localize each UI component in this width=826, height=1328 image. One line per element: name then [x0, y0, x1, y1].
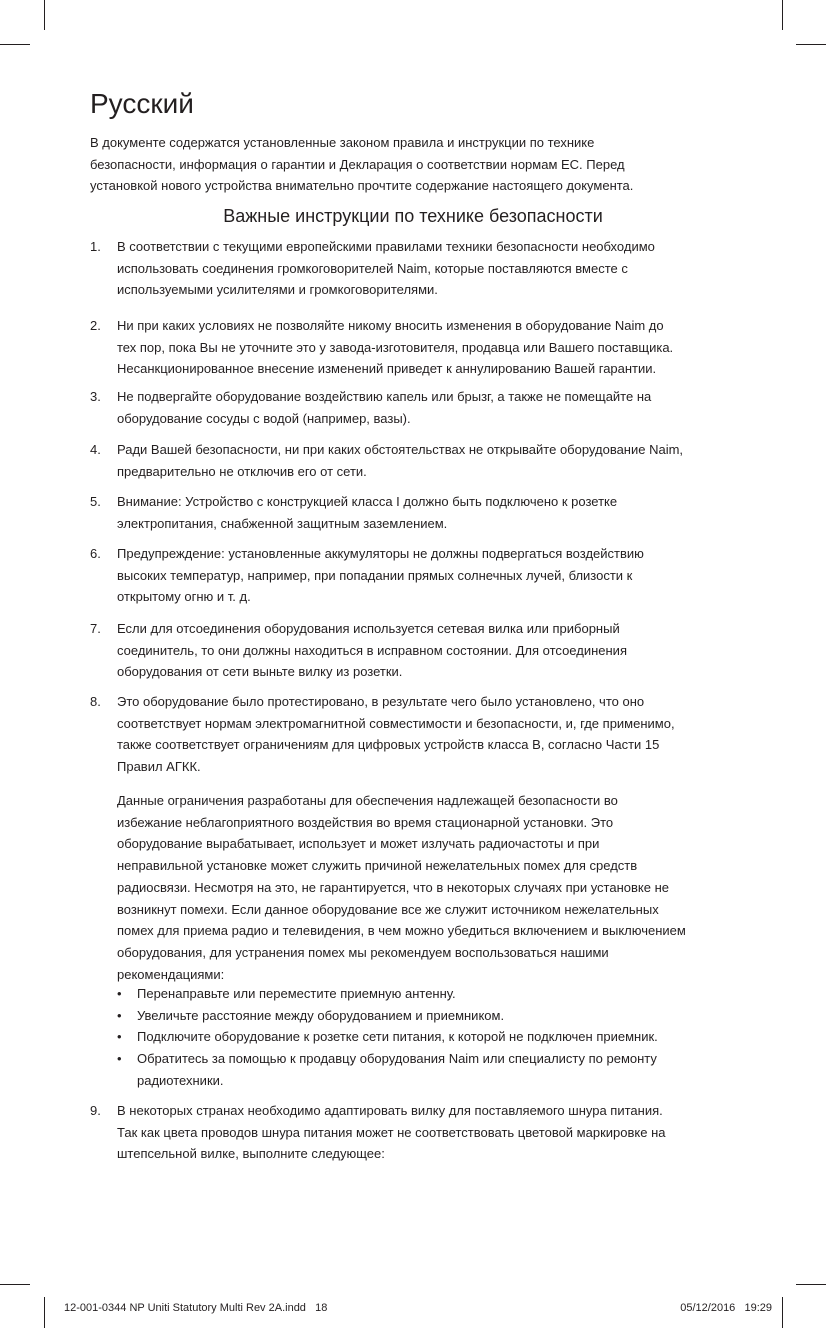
- text-line: Увеличьте расстояние между оборудованием и приемником.: [137, 1008, 505, 1023]
- item-text: [117, 386, 651, 429]
- text-line: Подключите оборудование к розетке сети питания, к которой не подключен приемник.: [137, 1029, 658, 1044]
- item-number: 8.: [90, 694, 101, 709]
- list-item: [90, 491, 617, 534]
- section-heading: Важные инструкции по технике безопасности: [223, 206, 603, 226]
- crop-mark: [44, 0, 45, 30]
- crop-mark: [44, 1297, 45, 1328]
- text-line: Перенаправьте или переместите приемную антенну.: [137, 986, 456, 1001]
- list-item: [90, 618, 627, 683]
- item-text: [117, 491, 617, 534]
- page-title: Русский: [90, 88, 194, 119]
- item-text: [117, 543, 644, 608]
- bullet-icon: •: [117, 1051, 122, 1066]
- text-line: Данные ограничения разработаны для обеспечения надлежащей безопасности во: [117, 793, 618, 808]
- list-item: [90, 1100, 665, 1165]
- item-text: [117, 1100, 665, 1165]
- text-line: Несанкционированное внесение изменений приведет к аннулированию Вашей гарантии.: [117, 361, 657, 377]
- text-line: Правил АГКК.: [117, 759, 201, 775]
- bullet-item: [90, 1026, 658, 1048]
- text-line: Не подвергайте оборудование воздействию капель или брызг, а также не помещайте на: [117, 389, 652, 404]
- item-number: 2.: [90, 318, 101, 333]
- text-line: Предупреждение: установленные аккумуляторы не должны подвергаться воздействию: [117, 546, 644, 561]
- text-line: оборудование сосуды с водой (например, вазы).: [117, 410, 411, 426]
- item-number: 1.: [90, 239, 101, 254]
- text-line: оборудование вырабатывает, использует и может излучать радиочастоты и при: [117, 836, 600, 852]
- text-line: избежание неблагоприятного воздействия во время стационарной установки. Это: [117, 814, 614, 830]
- text-line: безопасности, информация о гарантии и Декларация о соответствии нормам ЕС. Перед: [90, 156, 625, 172]
- paragraph-text: [117, 790, 686, 985]
- intro-paragraph: [90, 132, 633, 197]
- bullet-item: [90, 1005, 504, 1027]
- text-line: радиосвязи. Несмотря на это, не гарантируется, что в некоторых случаях при установке не: [117, 879, 669, 895]
- footer-filename: 12-001-0344 NP Uniti Statutory Multi Rev 2A.indd 18: [64, 1302, 328, 1314]
- item-number: 7.: [90, 621, 101, 636]
- item-text: [117, 439, 683, 482]
- text-line: соответствует нормам электромагнитной совместимости и безопасности, и, где применимо,: [117, 715, 675, 731]
- text-line: Это оборудование было протестировано, в результате чего было установлено, что оно: [117, 694, 645, 709]
- text-line: возникнут помехи. Если данное оборудование все же служит источником нежелательных: [117, 901, 659, 917]
- bullet-icon: •: [117, 1008, 122, 1023]
- bullet-icon: •: [117, 1029, 122, 1044]
- text-line: использовать соединения громкоговорителей Naim, которые поставляются вместе с: [117, 260, 628, 276]
- text-line: Ни при каких условиях не позволяйте никому вносить изменения в оборудование Naim до: [117, 318, 664, 333]
- item-number: 4.: [90, 442, 101, 457]
- bullet-text: [137, 1026, 658, 1048]
- crop-mark: [782, 1297, 783, 1328]
- item-number: 3.: [90, 389, 101, 404]
- text-line: оборудования от сети выньте вилку из розетки.: [117, 664, 403, 680]
- text-line: рекомендациями:: [117, 966, 225, 982]
- item-number: 9.: [90, 1103, 101, 1118]
- text-line: В документе содержатся установленные законом правила и инструкции по технике: [90, 135, 595, 150]
- bullet-text: [137, 1048, 657, 1091]
- item-8-paragraph: [90, 790, 686, 985]
- item-number: 5.: [90, 494, 101, 509]
- text-line: Так как цвета проводов шнура питания может не соответствовать цветовой маркировке на: [117, 1124, 666, 1140]
- bullet-text: [137, 1005, 504, 1027]
- text-line: предварительно не отключив его от сети.: [117, 463, 367, 479]
- text-line: помех для приема радио и телевидения, в чем можно убедиться включением и выключением: [117, 923, 686, 939]
- crop-mark: [0, 1284, 30, 1285]
- crop-mark: [0, 44, 30, 45]
- item-text: [117, 236, 655, 301]
- text-line: также соответствует ограничениям для цифровых устройств класса B, согласно Части 15: [117, 737, 660, 753]
- text-line: Обратитесь за помощью к продавцу оборудования Naim или специалисту по ремонту: [137, 1051, 657, 1066]
- bullet-text: [137, 983, 456, 1005]
- bullet-icon: •: [117, 986, 122, 1001]
- text-line: оборудования, для устранения помех мы рекомендуем воспользоваться нашими: [117, 944, 609, 960]
- text-line: Ради Вашей безопасности, ни при каких обстоятельствах не открывайте оборудование Naim,: [117, 442, 684, 457]
- item-number: 6.: [90, 546, 101, 561]
- text-line: неправильной установке может служить причиной нежелательных помех для средств: [117, 858, 638, 874]
- list-item: [90, 543, 644, 608]
- text-line: высоких температур, например, при попадании прямых солнечных лучей, близости к: [117, 567, 633, 583]
- text-line: соединитель, то они должны находиться в исправном состоянии. Для отсоединения: [117, 642, 627, 658]
- list-item: [90, 386, 651, 429]
- crop-mark: [796, 1284, 826, 1285]
- text-line: радиотехники.: [137, 1072, 224, 1088]
- text-line: открытому огню и т. д.: [117, 589, 251, 605]
- item-text: [117, 618, 627, 683]
- text-line: В соответствии с текущими европейскими правилами техники безопасности необходимо: [117, 239, 655, 254]
- text-line: электропитания, снабженной защитным заземлением.: [117, 515, 448, 531]
- crop-mark: [782, 0, 783, 30]
- item-text: [117, 691, 675, 778]
- item-text: [117, 315, 673, 380]
- text-line: Если для отсоединения оборудования используется сетевая вилка или приборный: [117, 621, 620, 636]
- text-line: В некоторых странах необходимо адаптировать вилку для поставляемого шнура питания.: [117, 1103, 663, 1118]
- bullet-item: [90, 983, 456, 1005]
- text-line: используемыми усилителями и громкоговорителями.: [117, 282, 438, 298]
- list-item: [90, 691, 675, 778]
- text-line: штепсельной вилке, выполните следующее:: [117, 1146, 385, 1162]
- list-item: [90, 315, 673, 380]
- list-item: [90, 236, 655, 301]
- text-line: установкой нового устройства внимательно прочтите содержание настоящего документа.: [90, 178, 634, 194]
- bullet-item: [90, 1048, 657, 1091]
- text-line: Внимание: Устройство с конструкцией класса I должно быть подключено к розетке: [117, 494, 618, 509]
- list-item: [90, 439, 683, 482]
- text-line: тех пор, пока Вы не уточните это у завода-изготовителя, продавца или Вашего поставщика.: [117, 339, 674, 355]
- crop-mark: [796, 44, 826, 45]
- footer-datetime: 05/12/2016 19:29: [680, 1302, 772, 1314]
